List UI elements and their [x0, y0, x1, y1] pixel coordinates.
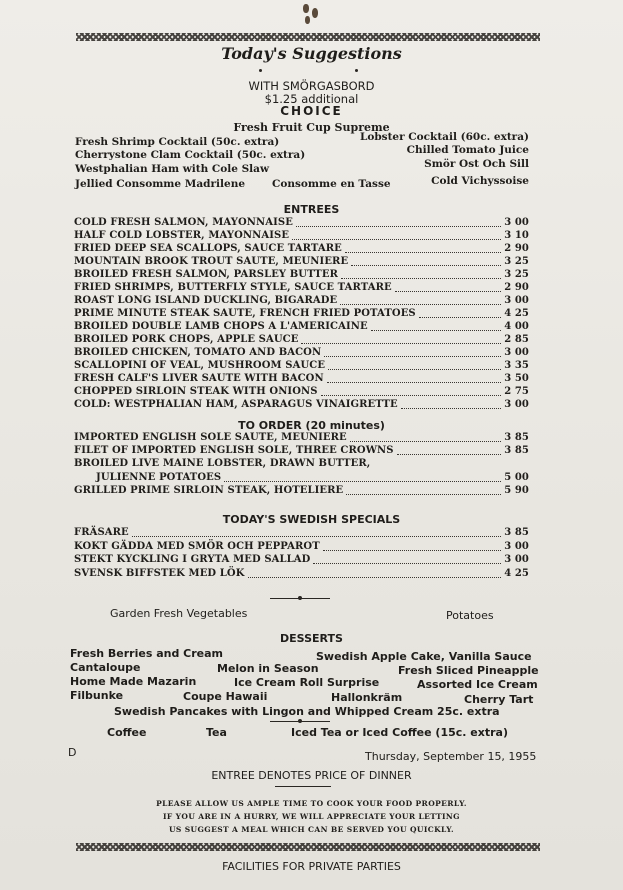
- entree-item-name: FRIED SHRIMPS, BUTTERFLY STYLE, SAUCE TARTARE: [74, 282, 392, 293]
- entree-item-price: 3 25: [504, 256, 529, 267]
- dessert-mazarin: Home Made Mazarin: [70, 675, 197, 688]
- dessert-filbunke: Filbunke: [70, 689, 124, 702]
- potatoes: Potatoes: [446, 609, 494, 622]
- to-order-item: [74, 432, 529, 445]
- menu-code: D: [68, 746, 77, 759]
- dessert-berries: Fresh Berries and Cream: [70, 647, 224, 660]
- entree-item-price: 3 10: [504, 230, 529, 241]
- desserts-heading: DESSERTS: [280, 632, 343, 645]
- entrees-heading: ENTREES: [283, 203, 340, 216]
- swedish-item-name: KOKT GÄDDA MED SMÖR OCH PEPPAROT: [74, 540, 320, 552]
- entree-item-price: 3 00: [504, 399, 529, 410]
- ornament-dot: [259, 69, 262, 72]
- entree-item-price: 4 25: [504, 308, 529, 319]
- entree-item-name: COLD FRESH SALMON, MAYONNAISE: [74, 217, 293, 228]
- appetizer-right-1: Lobster Cocktail (60c. extra): [359, 131, 529, 143]
- entree-item: [74, 399, 529, 412]
- beverage-tea: Tea: [206, 726, 227, 739]
- entree-item-price: 2 85: [504, 334, 529, 345]
- to-order-item: [74, 445, 529, 458]
- entree-item: [74, 230, 529, 243]
- leader-dots: [323, 550, 501, 551]
- swedish-item-price: 3 85: [504, 527, 529, 538]
- top-border: [76, 33, 540, 41]
- appetizer-left-1: Fresh Shrimp Cocktail (50c. extra): [75, 136, 280, 148]
- appetizer-right-4: Cold Vichyssoise: [431, 175, 529, 187]
- facilities-note: FACILITIES FOR PRIVATE PARTIES: [222, 860, 401, 873]
- entree-item-name: COLD: WESTPHALIAN HAM, ASPARAGUS VINAIGRETTE: [74, 399, 398, 410]
- leader-dots: [296, 226, 501, 227]
- note-line-3: US SUGGEST A MEAL WHICH CAN BE SERVED YOU QUICKLY.: [168, 825, 455, 834]
- appetizer-left-2: Cherrystone Clam Cocktail (50c. extra): [75, 149, 306, 161]
- dessert-cherry-tart: Cherry Tart: [464, 693, 534, 706]
- swedish-item: [74, 527, 529, 540]
- dessert-cantaloupe: Cantaloupe: [70, 661, 141, 674]
- leader-dots: [324, 356, 501, 357]
- leader-dots: [313, 563, 501, 564]
- entree-item: [74, 373, 529, 386]
- to-order-item-price: 5 00: [504, 471, 529, 483]
- entree-item-price: 3 00: [504, 217, 529, 228]
- entree-item-price: 3 00: [504, 347, 529, 358]
- beverage-coffee: Coffee: [107, 726, 147, 739]
- entree-note: ENTREE DENOTES PRICE OF DINNER: [211, 769, 412, 782]
- entree-item-name: FRESH CALF'S LIVER SAUTE WITH BACON: [74, 373, 324, 384]
- fruit-cup: Fresh Fruit Cup Supreme: [233, 121, 390, 134]
- dessert-melon: Melon in Season: [217, 662, 319, 675]
- entree-item-price: 2 90: [504, 243, 529, 254]
- entree-item-name: BROILED PORK CHOPS, APPLE SAUCE: [74, 334, 299, 345]
- note-line-1: PLEASE ALLOW US AMPLE TIME TO COOK YOUR FOOD PROPERLY.: [156, 799, 467, 808]
- dessert-apple-cake: Swedish Apple Cake, Vanilla Sauce: [316, 650, 532, 663]
- leader-dots: [292, 239, 501, 240]
- leader-dots: [395, 291, 501, 292]
- swedish-item-name: SVENSK BIFFSTEK MED LÖK: [74, 567, 245, 579]
- entree-item: [74, 217, 529, 230]
- dessert-ice-cream-roll: Ice Cream Roll Surprise: [234, 676, 380, 689]
- leader-dots: [327, 382, 501, 383]
- to-order-item-name: GRILLED PRIME SIRLOIN STEAK, HOTELIERE: [74, 484, 344, 496]
- swedish-item: [74, 554, 529, 567]
- dessert-pancakes: Swedish Pancakes with Lingon and Whipped Cream 25c. extra: [114, 705, 500, 718]
- beverage-iced: Iced Tea or Iced Coffee (15c. extra): [291, 726, 508, 739]
- entree-item-name: BROILED CHICKEN, TOMATO AND BACON: [74, 347, 322, 358]
- entree-item-name: BROILED FRESH SALMON, PARSLEY BUTTER: [74, 269, 338, 280]
- dessert-assorted-ice-cream: Assorted Ice Cream: [417, 678, 538, 691]
- entree-item-name: CHOPPED SIRLOIN STEAK WITH ONIONS: [74, 386, 318, 397]
- appetizer-left-3: Westphalian Ham with Cole Slaw: [75, 163, 269, 175]
- swedish-item-price: 3 00: [504, 554, 529, 565]
- appetizer-left-4: Jellied Consomme Madrilene: [75, 178, 246, 190]
- page-title: Today's Suggestions: [221, 44, 402, 63]
- entree-item: [74, 334, 529, 347]
- leader-dots: [341, 278, 501, 279]
- to-order-item-name: FILET OF IMPORTED ENGLISH SOLE, THREE CROWNS: [74, 445, 394, 457]
- to-order-item: [74, 458, 529, 471]
- dessert-coupe-hawaii: Coupe Hawaii: [183, 690, 268, 703]
- entree-item-price: 2 90: [504, 282, 529, 293]
- dessert-hallonkram: Hallonkräm: [331, 691, 403, 704]
- menu-date: Thursday, September 15, 1955: [365, 750, 537, 763]
- appetizer-right-2: Chilled Tomato Juice: [406, 144, 529, 156]
- divider-line: [275, 786, 331, 787]
- appetizer-middle: Consomme en Tasse: [272, 178, 391, 190]
- leader-dots: [371, 330, 501, 331]
- leader-dots: [321, 395, 501, 396]
- leader-dots: [346, 494, 501, 495]
- to-order-item: [74, 472, 529, 485]
- smorgasbord-label: WITH SMÖRGASBORD: [248, 79, 375, 93]
- entree-item-name: ROAST LONG ISLAND DUCKLING, BIGARADE: [74, 295, 338, 306]
- entree-item-name: SCALLOPINI OF VEAL, MUSHROOM SAUCE: [74, 360, 326, 371]
- leader-dots: [328, 369, 501, 370]
- to-order-item: [74, 485, 529, 498]
- entree-item-name: BROILED DOUBLE LAMB CHOPS A L'AMERICAINE: [74, 321, 368, 332]
- choice-heading: CHOICE: [280, 104, 343, 118]
- entree-item-price: 3 50: [504, 373, 529, 384]
- swedish-item-price: 4 25: [504, 567, 529, 579]
- note-line-2: IF YOU ARE IN A HURRY, WE WILL APPRECIATE YOUR LETTING: [163, 812, 460, 821]
- vegetables: Garden Fresh Vegetables: [110, 607, 248, 620]
- bottom-border: [76, 843, 540, 851]
- leader-dots: [132, 536, 501, 537]
- divider-dot: [298, 596, 302, 600]
- leader-dots: [301, 343, 501, 344]
- entree-item: [74, 282, 529, 295]
- entree-item-price: 2 75: [504, 386, 529, 397]
- to-order-item-name: IMPORTED ENGLISH SOLE SAUTE, MEUNIERE: [74, 432, 347, 443]
- smorgasbord-price: $1.25 additional: [264, 92, 359, 106]
- swedish-item: [74, 568, 529, 581]
- to-order-heading: TO ORDER (20 minutes): [238, 419, 385, 432]
- staple-holes: [300, 2, 322, 26]
- to-order-item-price: 5 90: [504, 484, 529, 496]
- entree-item: [74, 295, 529, 308]
- swedish-item-price: 3 00: [504, 540, 529, 552]
- leader-dots: [401, 408, 501, 409]
- swedish-heading: TODAY'S SWEDISH SPECIALS: [222, 513, 401, 526]
- entree-item: [74, 269, 529, 282]
- entree-item-name: MOUNTAIN BROOK TROUT SAUTE, MEUNIERE: [74, 256, 349, 267]
- to-order-item-price: 3 85: [504, 432, 529, 443]
- entree-item-price: 3 00: [504, 295, 529, 306]
- entree-item: [74, 347, 529, 360]
- divider-dot: [298, 719, 302, 723]
- leader-dots: [351, 265, 501, 266]
- swedish-item: [74, 541, 529, 554]
- entree-item: [74, 321, 529, 334]
- leader-dots: [248, 577, 501, 578]
- ornament-dot: [355, 69, 358, 72]
- entree-item: [74, 243, 529, 256]
- swedish-item-name: STEKT KYCKLING I GRYTA MED SALLAD: [74, 554, 311, 565]
- entree-item: [74, 386, 529, 399]
- leader-dots: [350, 441, 501, 442]
- entree-item: [74, 360, 529, 373]
- dessert-pineapple: Fresh Sliced Pineapple: [398, 664, 539, 677]
- leader-dots: [224, 481, 501, 482]
- to-order-item-price: 3 85: [504, 445, 529, 457]
- entree-item-name: HALF COLD LOBSTER, MAYONNAISE: [74, 230, 290, 241]
- entree-item: [74, 256, 529, 269]
- entree-item-price: 3 25: [504, 269, 529, 280]
- entree-item-name: PRIME MINUTE STEAK SAUTE, FRENCH FRIED POTATOES: [74, 308, 416, 319]
- leader-dots: [340, 304, 501, 305]
- swedish-item-name: FRÄSARE: [74, 527, 129, 538]
- entree-item: [74, 308, 529, 321]
- entree-item-price: 4 00: [504, 321, 529, 332]
- to-order-item-name: BROILED LIVE MAINE LOBSTER, DRAWN BUTTER,: [74, 458, 371, 470]
- leader-dots: [397, 454, 501, 455]
- leader-dots: [345, 252, 501, 253]
- leader-dots: [419, 317, 501, 318]
- appetizer-right-3: Smör Ost Och Sill: [424, 158, 529, 170]
- entree-item-price: 3 35: [504, 360, 529, 371]
- to-order-item-name: JULIENNE POTATOES: [96, 471, 222, 483]
- entree-item-name: FRIED DEEP SEA SCALLOPS, SAUCE TARTARE: [74, 243, 342, 254]
